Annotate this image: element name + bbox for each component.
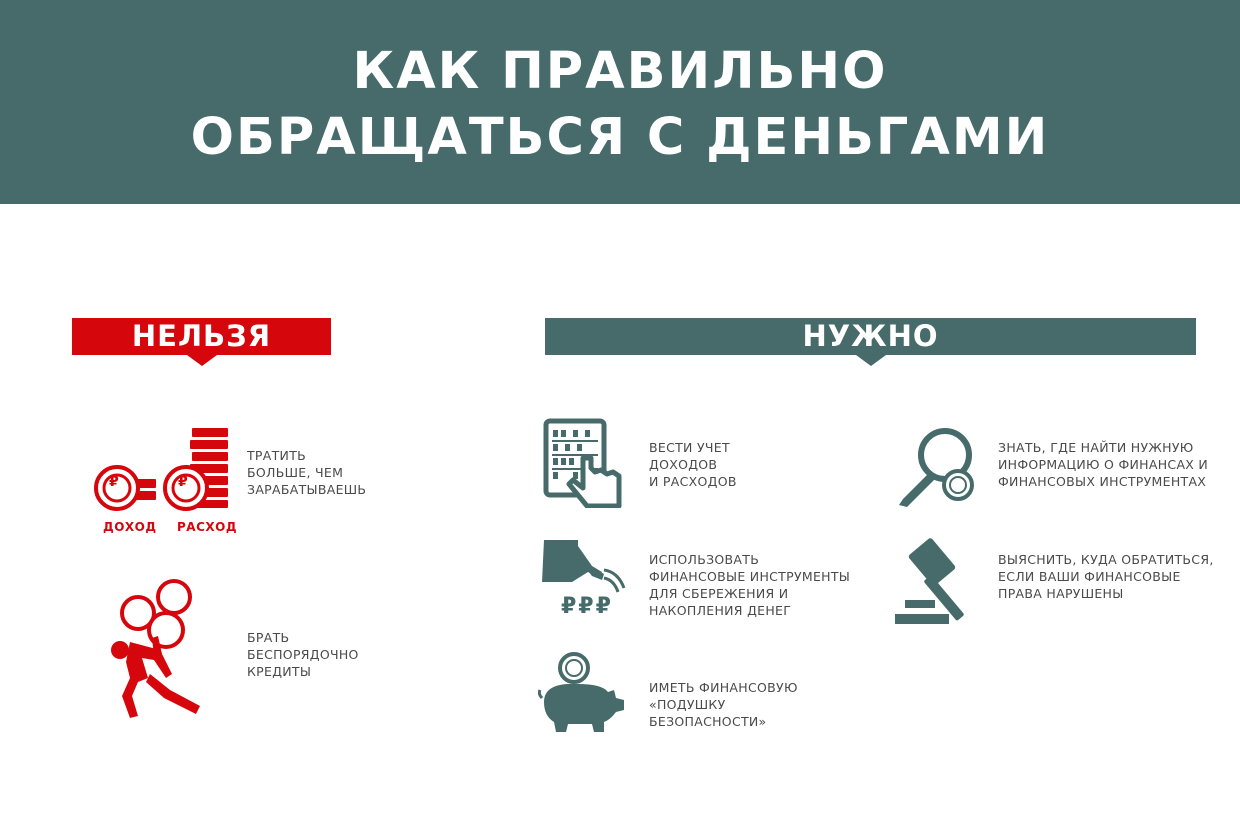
title-line-1: КАК ПРАВИЛЬНО [352,42,888,101]
magnifier-coin-icon [895,425,979,509]
ruble-glyph: ₽ [109,474,120,490]
person-carrying-coins-icon [108,578,208,720]
do-item-3-text: ИМЕТЬ ФИНАНСОВУЮ «ПОДУШКУ БЕЗОПАСНОСТИ» [649,680,798,729]
do-item-1-text: ВЕСТИ УЧЕТ ДОХОДОВ И РАСХОДОВ [649,440,737,489]
ruble-glyph: ₽ [178,474,189,490]
do-banner [545,318,1196,355]
coins-income-expense-icon [92,425,234,520]
watering-can-rubles-icon [538,536,633,596]
do-item-5-text: ВЫЯСНИТЬ, КУДА ОБРАТИТЬСЯ, ЕСЛИ ВАШИ ФИНАНСОВЫЕ ПРАВА НАРУШЕНЫ [998,552,1214,601]
dont-label: НЕЛЬЗЯ [131,319,272,353]
piggy-bank-icon [538,652,628,734]
dont-banner-pointer [187,355,217,366]
income-caption: ДОХОД [103,520,157,534]
title-line-2: ОБРАЩАТЬСЯ С ДЕНЬГАМИ [190,108,1050,167]
do-item-4-text: ЗНАТЬ, ГДЕ НАЙТИ НУЖНУЮ ИНФОРМАЦИЮ О ФИНАНСАХ И ФИНАНСОВЫХ ИНСТРУМЕНТАХ [998,440,1209,489]
dont-item-1-text: ТРАТИТЬ БОЛЬШЕ, ЧЕМ ЗАРАБАТЫВАЕШЬ [247,448,367,497]
dont-item-2-text: БРАТЬ БЕСПОРЯДОЧНО КРЕДИТЫ [247,630,359,679]
do-banner-pointer [856,355,886,366]
header-banner [0,0,1240,204]
do-item-2-text: ИСПОЛЬЗОВАТЬ ФИНАНСОВЫЕ ИНСТРУМЕНТЫ ДЛЯ СБЕРЕЖЕНИЯ И НАКОПЛЕНИЯ ДЕНЕГ [649,552,851,618]
expense-caption: РАСХОД [177,520,238,534]
do-label: НУЖНО [802,319,939,353]
gavel-icon [891,538,987,628]
dont-banner [72,318,331,355]
ruble-glyphs: ₽₽₽ [561,594,613,619]
abacus-hand-icon [543,418,623,508]
